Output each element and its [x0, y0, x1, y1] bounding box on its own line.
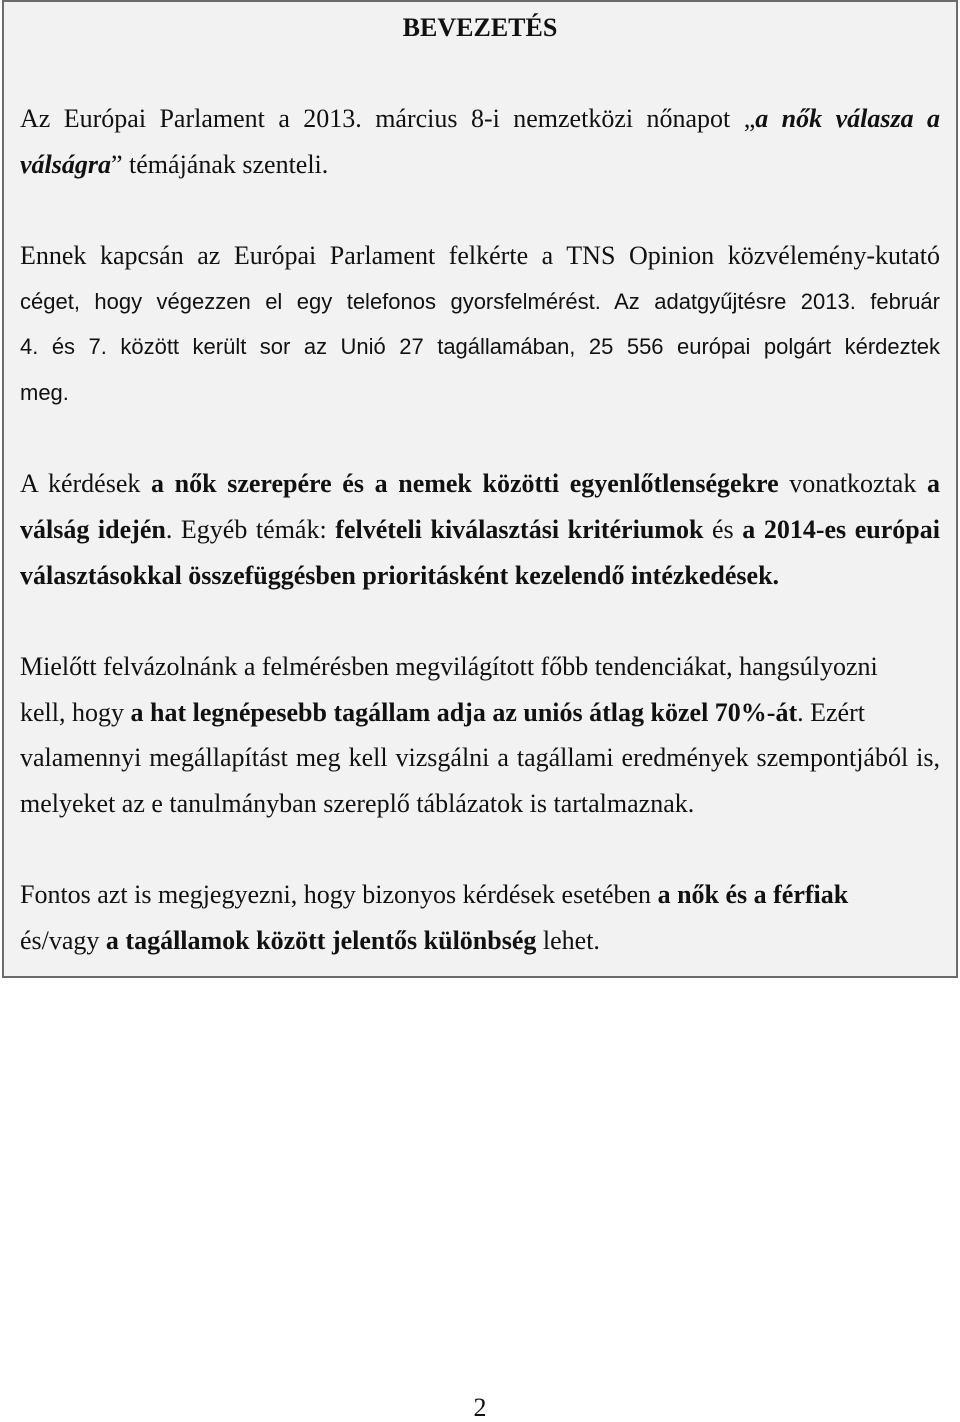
paragraph-4 — [20, 644, 940, 827]
text-run: . Egyéb témák: — [165, 515, 336, 545]
section-heading: BEVEZETÉS — [402, 13, 558, 42]
text-run: és/vagy — [20, 925, 106, 955]
text-line — [20, 324, 940, 370]
bold-run: felvételi kiválasztási kritériumok — [335, 515, 704, 545]
bold-italic-run: a nők válasza a — [755, 104, 940, 134]
bold-run: a tagállamok között jelentős különbség — [105, 925, 537, 955]
text-run: melyeket az e tanulmányban szereplő táblázatok is tartalmaznak. — [20, 788, 695, 818]
text-line — [20, 370, 940, 416]
text-line — [20, 735, 940, 781]
bold-run: a hat legnépesebb tagállam adja az uniós átlag közel 70%-át — [130, 697, 798, 727]
text-line — [20, 781, 940, 827]
text-run: . Ezért — [797, 697, 865, 727]
bold-run: válság idején — [20, 515, 166, 545]
text-run: 4. és 7. között került sor az Unió 27 tagállamában, 25 556 európai polgárt kérdeztek — [20, 334, 940, 360]
text-run: Ennek kapcsán az Európai Parlament felkérte a TNS Opinion közvélemény-kutató — [20, 241, 940, 271]
text-run: valamennyi megállapítást meg kell vizsgálni a tagállami eredmények szempontjából is, — [20, 743, 940, 773]
text-line — [20, 872, 940, 918]
bold-run: a nők szerepére és a nemek közötti egyenlőtlenségekre — [151, 469, 779, 499]
text-run: Az Európai Parlament a 2013. március 8-i nemzetközi nőnapot „ — [20, 104, 756, 134]
text-line — [20, 918, 940, 964]
text-line — [20, 461, 940, 507]
text-run: lehet. — [536, 925, 600, 955]
paragraph-5 — [20, 872, 940, 963]
text-run: meg. — [20, 380, 69, 406]
text-line — [20, 507, 940, 553]
text-line — [20, 553, 940, 599]
paragraph-1 — [20, 96, 940, 187]
text-line — [20, 142, 940, 188]
paragraph-2 — [20, 233, 940, 416]
text-run: és — [703, 515, 743, 545]
bold-run: választásokkal összefüggésben prioritásként kezelendő intézkedések. — [20, 560, 780, 590]
bold-italic-run: válságra — [20, 149, 111, 179]
text-run: Mielőtt felvázolnánk a felmérésben megvilágított főbb tendenciákat, hangsúlyozni — [20, 651, 878, 681]
text-line — [20, 96, 940, 142]
text-run: kell, hogy — [20, 697, 131, 727]
bold-run: a — [927, 469, 940, 499]
text-line — [20, 233, 940, 279]
text-line — [20, 690, 940, 736]
bold-run: a 2014-es európai — [742, 515, 940, 545]
text-run: céget, hogy végezzen el egy telefonos gyorsfelmérést. Az adatgyűjtésre 2013. február — [20, 288, 940, 314]
text-run: vonatkoztak — [778, 469, 927, 499]
text-run: Fontos azt is megjegyezni, hogy bizonyos kérdések esetében — [20, 880, 658, 910]
introduction-box — [2, 0, 958, 978]
text-line — [20, 644, 940, 690]
page-number: 2 — [473, 1393, 487, 1422]
paragraph-3 — [20, 461, 940, 598]
text-line — [20, 279, 940, 325]
text-run: ” témájának szenteli. — [111, 149, 329, 179]
text-run: A kérdések — [20, 469, 152, 499]
bold-run: a nők és a férfiak — [657, 880, 849, 910]
